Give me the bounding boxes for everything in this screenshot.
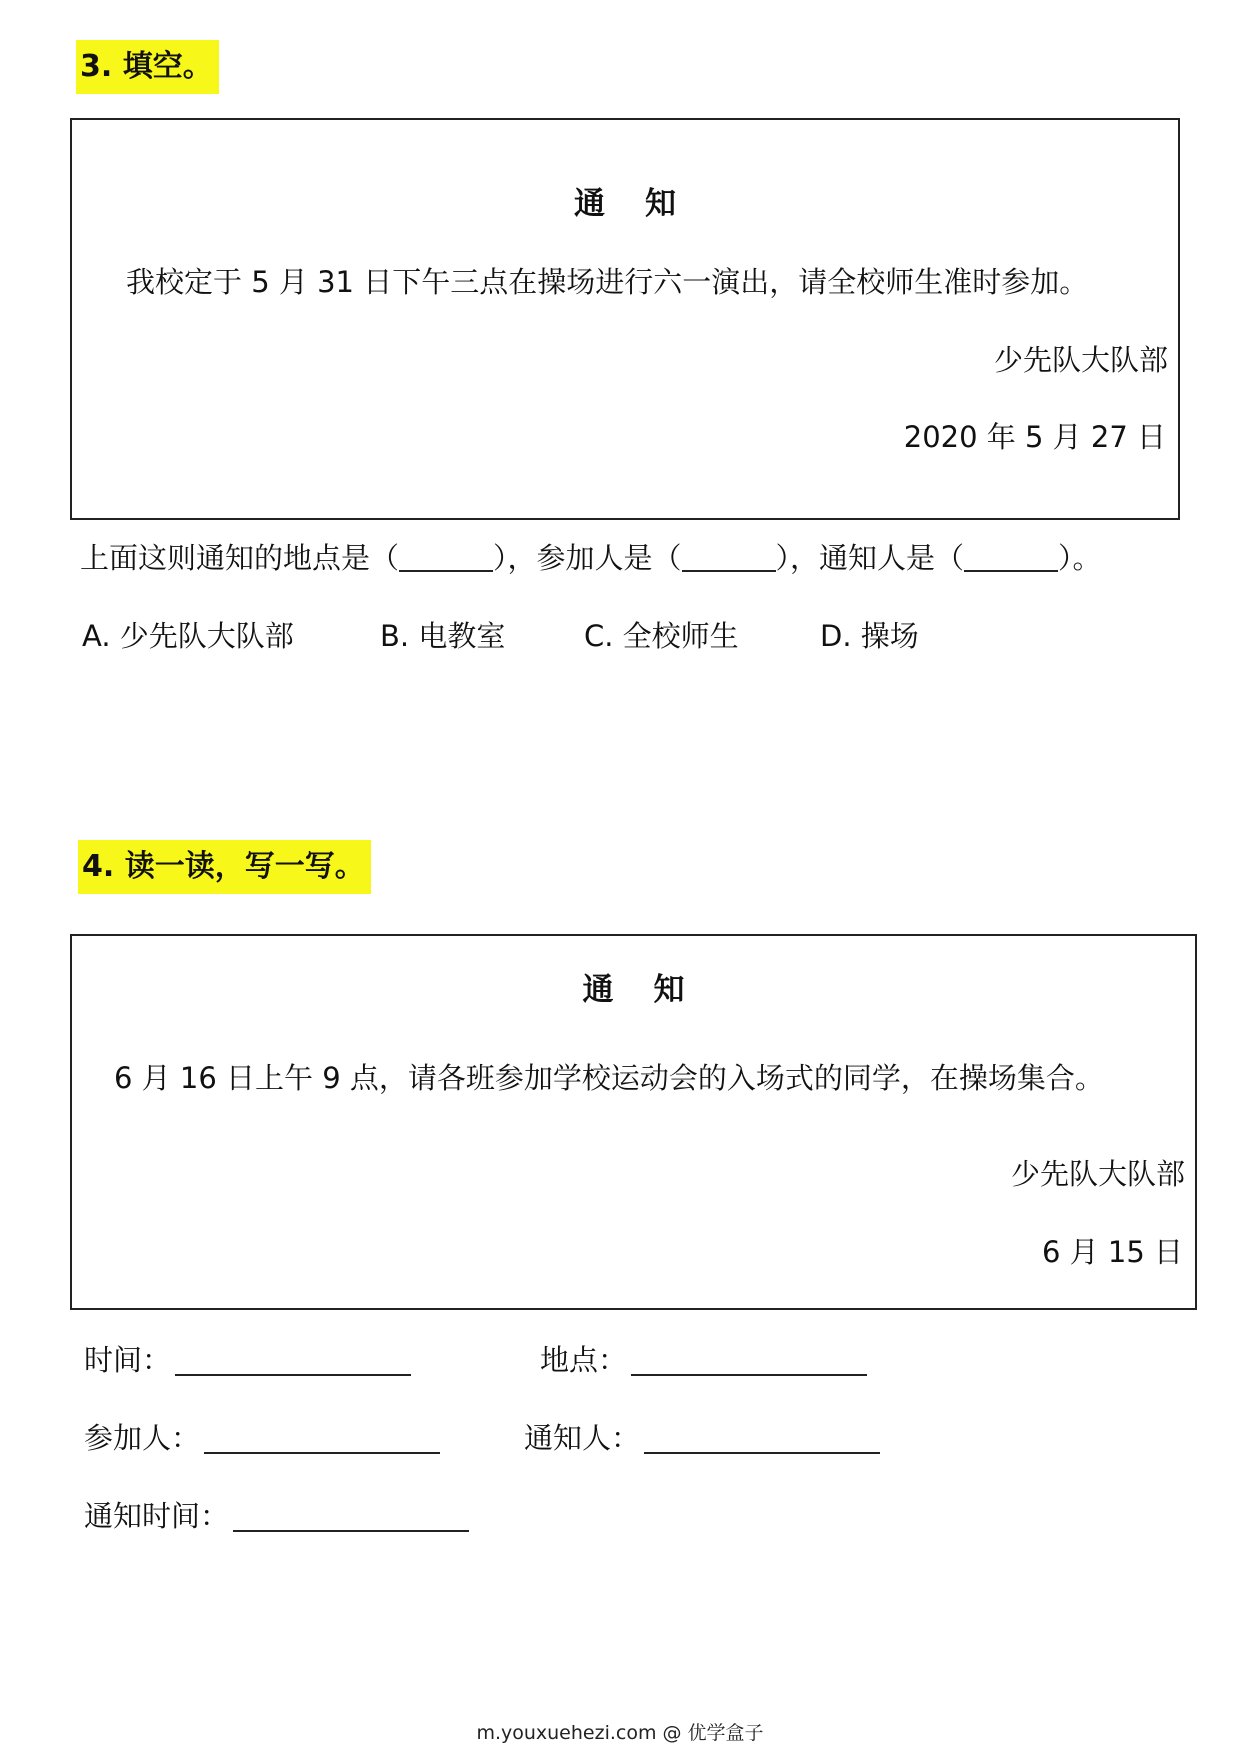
q3-answer-blank-notifier[interactable] bbox=[964, 542, 1058, 572]
q4-time-blank[interactable] bbox=[175, 1346, 411, 1376]
q4-heading: 4. 读一读，写一写。 bbox=[78, 840, 371, 894]
q3-answer-blank-participants[interactable] bbox=[682, 542, 776, 572]
q3-option-c: C. 全校师生 bbox=[584, 619, 739, 653]
q4-notice-date: 6 月 15 日 bbox=[1041, 1235, 1183, 1269]
q3-options bbox=[82, 614, 919, 655]
q3-heading: 3. 填空。 bbox=[76, 40, 219, 94]
q4-time-label: 时间： bbox=[84, 1343, 172, 1377]
q4-notice-title: 通知 bbox=[582, 972, 725, 1008]
q4-notice-time-label: 通知时间： bbox=[84, 1499, 230, 1533]
q4-notifier-label: 通知人： bbox=[524, 1421, 641, 1455]
q4-notice-box bbox=[70, 934, 1197, 1310]
q4-notifier-field bbox=[524, 1416, 880, 1457]
q4-place-blank[interactable] bbox=[631, 1346, 867, 1376]
q3-notice-title: 通知 bbox=[574, 186, 716, 222]
q3-notice-signature: 少先队大队部 bbox=[993, 343, 1168, 377]
q4-notice-signature: 少先队大队部 bbox=[1010, 1157, 1185, 1191]
q4-notice-body: 6 月 16 日上午 9 点，请各班参加学校运动会的入场式的同学，在操场集合。 bbox=[114, 1061, 1104, 1095]
q4-notice-time-field bbox=[84, 1494, 469, 1535]
q3-question-part4: ）。 bbox=[1058, 541, 1102, 575]
q3-notice-date: 2020 年 5 月 27 日 bbox=[903, 420, 1166, 454]
q3-option-d: D. 操场 bbox=[820, 619, 919, 653]
q4-participants-blank[interactable] bbox=[204, 1424, 440, 1454]
q3-question-part2: ），参加人是（ bbox=[493, 541, 682, 575]
q3-question-part3: ），通知人是（ bbox=[775, 541, 965, 575]
q4-participants-label: 参加人： bbox=[84, 1421, 201, 1455]
q4-notifier-blank[interactable] bbox=[644, 1424, 880, 1454]
q3-notice-box bbox=[70, 118, 1180, 520]
q4-notice-time-blank[interactable] bbox=[233, 1502, 469, 1532]
q4-time-field bbox=[84, 1338, 411, 1379]
q4-place-label: 地点： bbox=[540, 1343, 628, 1377]
q3-answer-blank-place[interactable] bbox=[399, 542, 493, 572]
q3-option-b: B. 电教室 bbox=[380, 619, 506, 653]
q3-notice-body: 我校定于 5 月 31 日下午三点在操场进行六一演出，请全校师生准时参加。 bbox=[126, 265, 1089, 299]
q4-participants-field bbox=[84, 1416, 440, 1457]
q3-question-part1: 上面这则通知的地点是（ bbox=[80, 541, 400, 575]
footer-watermark: m.youxuehezi.com @ 优学盒子 bbox=[476, 1722, 764, 1744]
q3-question bbox=[80, 536, 1102, 577]
q3-option-a: A. 少先队大队部 bbox=[82, 619, 294, 653]
q4-place-field bbox=[540, 1338, 867, 1379]
